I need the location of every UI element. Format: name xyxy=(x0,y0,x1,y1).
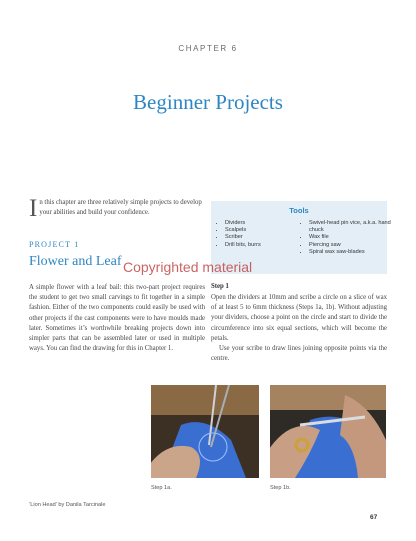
step-1b-photo xyxy=(270,385,386,478)
tools-list-left xyxy=(216,220,303,249)
step-paragraph: Open the dividers at 10mm and scribe a circle on a slice of wax of at least 5 to 6mm thickness (Steps 1a, 1b). Without adjusting your dividers, choose a point on the circle and start to divide the circumference into six equal sections, which will become the petals. xyxy=(211,294,387,342)
copyright-watermark: Copyrighted material xyxy=(123,259,253,275)
image-credit: ‘Lion Head’ by Danila Tarcinale xyxy=(29,502,106,508)
tools-item: • Swivel-head pin vice, a.k.a. hand chuck xyxy=(309,220,393,234)
step-heading: Step 1 xyxy=(211,283,229,290)
tools-item: • Drill bits, burrs xyxy=(225,242,303,249)
page-number: 67 xyxy=(370,514,378,521)
tools-item: • Dividers xyxy=(225,220,303,227)
tools-item: • Piercing saw xyxy=(309,242,393,249)
intro-paragraph xyxy=(29,195,209,222)
photo-caption: Step 1a. xyxy=(151,485,172,491)
tools-item: • Scalpels xyxy=(225,227,303,234)
step-paragraph: Use your scribe to draw lines joining opposite points via the centre. xyxy=(211,345,387,363)
project-label: PROJECT 1 xyxy=(29,240,80,249)
left-body-paragraph: A simple flower with a leaf bail: this two-part project requires the student to get two small carvings to fit together in a simple fashion. Either of the two components could easily be used with other projects if the cast components were to have moulds made later. Sometimes it’s worthwhile breaking projects down into simpler parts that can be assembled later or used in multiple ways. You can find the drawing for this in Chapter 1. xyxy=(29,284,205,353)
chapter-label: CHAPTER 6 xyxy=(178,44,238,53)
right-body-column xyxy=(211,293,387,364)
drop-cap: I xyxy=(29,195,38,222)
project-title: Flower and Leaf xyxy=(29,254,122,269)
tools-list-right xyxy=(300,220,393,256)
page-title: Beginner Projects xyxy=(133,90,283,114)
photo-caption: Step 1b. xyxy=(270,485,291,491)
tools-item: • Wax file xyxy=(309,234,393,241)
step-1a-photo xyxy=(151,385,259,478)
intro-text: n this chapter are three relatively simple projects to develop your abilities and build your confidence. xyxy=(39,199,202,217)
tools-title: Tools xyxy=(289,206,309,215)
tools-item: • Spiral wax saw-blades xyxy=(309,249,393,256)
tools-item: • Scriber xyxy=(225,234,303,241)
